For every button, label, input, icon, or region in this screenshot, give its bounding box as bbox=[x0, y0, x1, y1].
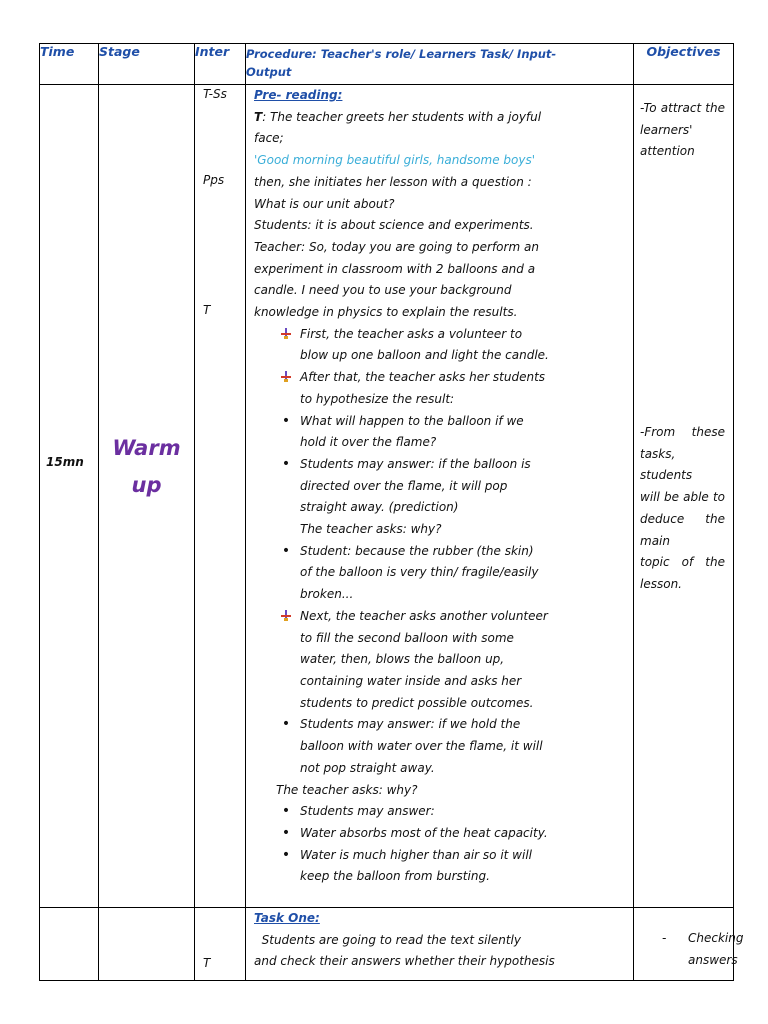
students-answer-line: Students: it is about science and experiments. bbox=[254, 218, 534, 233]
procedure-item bbox=[254, 324, 627, 367]
procedure-item-line: balloon with water over the flame, it will bbox=[300, 739, 543, 754]
warmup-time-cell bbox=[40, 85, 99, 908]
header-row bbox=[40, 44, 734, 85]
task-one-objectives-cell bbox=[634, 908, 744, 981]
procedure-item-line: to fill the second balloon with some bbox=[300, 630, 514, 645]
procedure-item bbox=[254, 823, 627, 845]
procedure-item bbox=[254, 411, 627, 454]
dot-bullet-icon: • bbox=[281, 716, 291, 733]
procedure-item-line: water, then, blows the balloon up, bbox=[300, 652, 505, 667]
task-one-line-1: Students are going to read the text silently bbox=[254, 932, 521, 947]
procedure-item-line: straight away. (prediction) bbox=[300, 500, 459, 515]
procedure-item-line: Students may answer: if we hold the bbox=[300, 717, 521, 732]
objective-dash: - bbox=[662, 931, 667, 945]
teacher-asks-why: The teacher asks: why? bbox=[276, 782, 418, 797]
procedure-item bbox=[254, 454, 627, 541]
teacher-line-2: experiment in classroom with 2 balloons and a bbox=[254, 261, 536, 276]
objective-deduce-topic: -From these tasks, students will be able to deduce the main topic of the lesson. bbox=[640, 425, 725, 591]
task-one-heading: Task One: bbox=[254, 911, 320, 925]
procedure-item-line: students to predict possible outcomes. bbox=[300, 695, 534, 710]
procedure-item bbox=[254, 367, 627, 410]
inter-t-ss: T-Ss bbox=[203, 87, 227, 101]
warmup-objectives-cell bbox=[634, 85, 734, 908]
task-one-inter: T bbox=[203, 956, 211, 970]
procedure-item-line: not pop straight away. bbox=[300, 760, 435, 775]
task-one-inter-cell bbox=[195, 908, 246, 981]
teacher-line-4: knowledge in physics to explain the results. bbox=[254, 305, 518, 320]
header-procedure: Procedure: Teacher's role/ Learners Task/ Input- Output bbox=[246, 44, 634, 85]
procedure-item-line: to hypothesize the result: bbox=[300, 391, 455, 406]
dot-bullet-icon: • bbox=[281, 803, 291, 820]
objective-checking: Checking answers bbox=[688, 931, 744, 967]
procedure-item-line: After that, the teacher asks her students bbox=[300, 370, 546, 385]
procedure-item-line: directed over the flame, it will pop bbox=[300, 478, 508, 493]
dot-bullet-icon: • bbox=[281, 846, 291, 863]
warmup-time: 15mn bbox=[46, 455, 84, 469]
task-one-time-cell bbox=[40, 908, 99, 981]
task-one-line-2: and check their answers whether their hypothesis bbox=[254, 954, 555, 969]
procedure-item-line: Water is much higher than air so it will bbox=[300, 847, 533, 862]
header-objectives: Objectives bbox=[634, 44, 734, 85]
procedure-item bbox=[254, 606, 627, 715]
arrow-bullet-icon bbox=[278, 367, 294, 389]
procedure-steps bbox=[254, 324, 627, 780]
procedure-item-line: blow up one balloon and light the candle. bbox=[300, 348, 549, 363]
question-line-2: What is our unit about? bbox=[254, 196, 395, 211]
warmup-inter-cell bbox=[195, 85, 246, 908]
task-one-row bbox=[40, 908, 734, 981]
dot-bullet-icon: • bbox=[281, 412, 291, 429]
teacher-line-1: Teacher: So, today you are going to perform an bbox=[254, 239, 539, 254]
warmup-procedure-cell bbox=[246, 85, 634, 908]
header-inter: Inter bbox=[195, 44, 246, 85]
dot-bullet-icon: • bbox=[281, 542, 291, 559]
procedure-item-line: broken... bbox=[300, 587, 354, 602]
arrow-bullet-icon bbox=[278, 606, 294, 628]
task-one-stage-cell bbox=[99, 908, 195, 981]
greeting-quote: 'Good morning beautiful girls, handsome boys' bbox=[254, 153, 536, 168]
procedure-item bbox=[254, 845, 627, 888]
objective-attract-attention: -To attract the learners' attention bbox=[640, 101, 725, 159]
procedure-item-line: containing water inside and asks her bbox=[300, 673, 522, 688]
procedure-item-line: Next, the teacher asks another volunteer bbox=[300, 608, 548, 623]
procedure-item-line: hold it over the flame? bbox=[300, 435, 437, 450]
warmup-stage: Warm up bbox=[112, 436, 181, 497]
inter-t: T bbox=[203, 303, 211, 317]
procedure-item-line: of the balloon is very thin/ fragile/easily bbox=[300, 565, 539, 580]
procedure-item-line: Student: because the rubber (the skin) bbox=[300, 543, 534, 558]
question-line: then, she initiates her lesson with a question : bbox=[254, 174, 532, 189]
lesson-plan-table bbox=[39, 43, 744, 981]
teacher-line-3: candle. I need you to use your background bbox=[254, 283, 512, 298]
pre-reading-heading: Pre- reading: bbox=[254, 88, 343, 102]
greet-line-2: face; bbox=[254, 131, 284, 146]
header-time: Time bbox=[40, 44, 99, 85]
procedure-item-line: First, the teacher asks a volunteer to bbox=[300, 326, 523, 341]
header-stage: Stage bbox=[99, 44, 195, 85]
dot-bullet-icon: • bbox=[281, 824, 291, 841]
warmup-procedure bbox=[246, 85, 633, 888]
procedure-item-line: The teacher asks: why? bbox=[300, 522, 442, 537]
task-one-procedure-cell bbox=[246, 908, 634, 981]
greet-line: T: The teacher greets her students with a joyful bbox=[254, 109, 542, 124]
warmup-row bbox=[40, 85, 734, 908]
procedure-item-line: keep the balloon from bursting. bbox=[300, 869, 490, 884]
task-one-procedure bbox=[246, 908, 633, 973]
procedure-item-line: What will happen to the balloon if we bbox=[300, 413, 524, 428]
procedure-item-line: Water absorbs most of the heat capacity. bbox=[300, 825, 548, 840]
arrow-bullet-icon bbox=[278, 324, 294, 346]
procedure-answers bbox=[254, 801, 627, 888]
inter-pps: Pps bbox=[203, 173, 225, 187]
procedure-item-line: Students may answer: if the balloon is bbox=[300, 456, 531, 471]
procedure-item bbox=[254, 801, 627, 823]
procedure-item-line: Students may answer: bbox=[300, 804, 435, 819]
procedure-item bbox=[254, 541, 627, 606]
warmup-stage-cell bbox=[99, 85, 195, 908]
dot-bullet-icon: • bbox=[281, 455, 291, 472]
procedure-item bbox=[254, 714, 627, 779]
